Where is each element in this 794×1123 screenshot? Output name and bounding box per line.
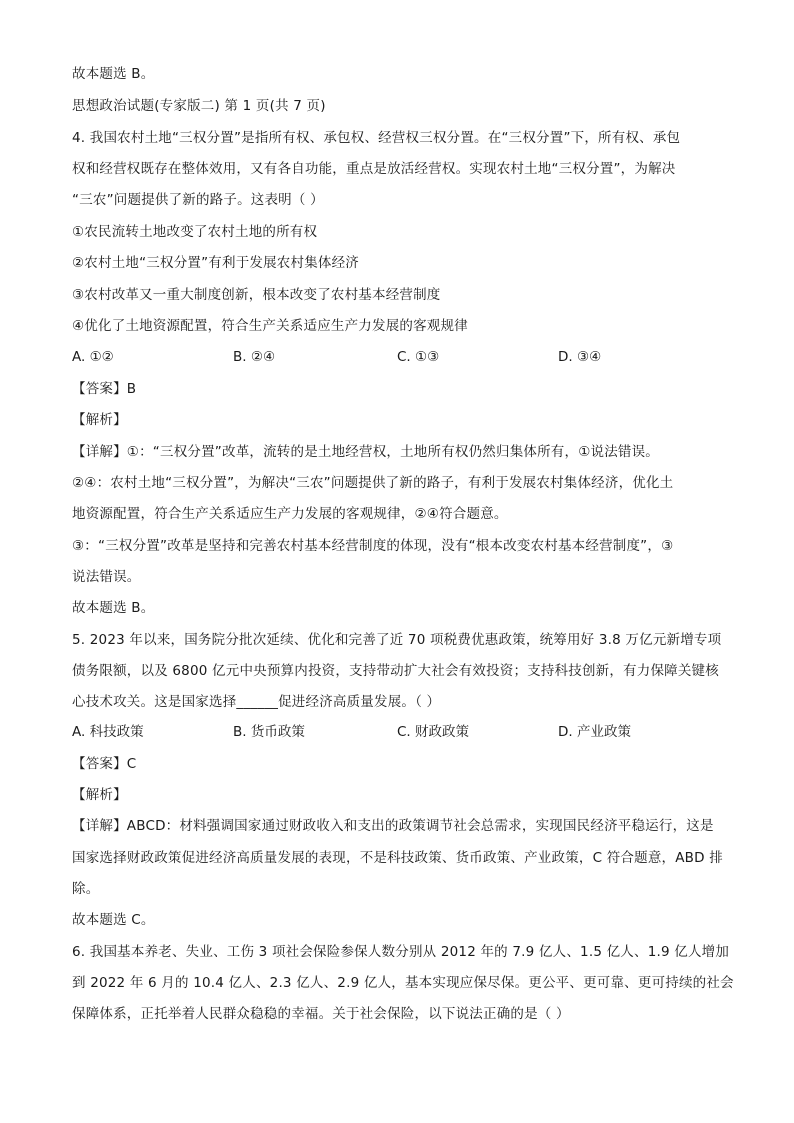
q4-option-c: C. ①③ — [397, 349, 440, 365]
q5-option-d: D. 产业政策 — [558, 724, 631, 740]
q4-option-a: A. ①② — [72, 349, 114, 365]
q4-answer: 【答案】B — [72, 381, 137, 397]
q5-analysis-heading: 【解析】 — [72, 787, 127, 803]
q5-option-a: A. 科技政策 — [72, 724, 144, 740]
q4-detail-line-3: 地资源配置，符合生产关系适应生产力发展的客观规律，②④符合题意。 — [72, 506, 508, 522]
q4-option-d: D. ③④ — [558, 349, 602, 365]
q4-detail-line-1: 【详解】①：“三权分置”改革，流转的是土地经营权，土地所有权仍然归集体所有，①说法错误。 — [72, 444, 659, 460]
q4-detail-line-4: ③：“三权分置”改革是坚持和完善农村基本经营制度的体现，没有“根本改变农村基本经营制度”，③ — [72, 538, 674, 554]
q6-stem-line-2: 到 2022 年 6 月的 10.4 亿人、2.3 亿人、2.9 亿人，基本实现应保尽保。更公平、更可靠、更可持续的社会 — [72, 975, 734, 991]
q4-statement-2: ②农村土地“三权分置”有利于发展农村集体经济 — [72, 255, 359, 271]
q4-stem-line-2: 权和经营权既存在整体效用，又有各自功能，重点是放活经营权。实现农村土地“三权分置”，为解决 — [72, 161, 676, 177]
q4-conclusion: 故本题选 B。 — [72, 600, 155, 616]
q4-statement-1: ①农民流转土地改变了农村土地的所有权 — [72, 224, 318, 240]
q5-detail-line-3: 除。 — [72, 881, 100, 897]
q4-option-b: B. ②④ — [233, 349, 276, 365]
q4-analysis-heading: 【解析】 — [72, 412, 127, 428]
q5-option-b: B. 货币政策 — [233, 724, 305, 740]
q4-stem-line-3: “三农”问题提供了新的路子。这表明（ ） — [72, 192, 324, 208]
q5-stem-line-2: 债务限额，以及 6800 亿元中央预算内投资，支持带动扩大社会有效投资；支持科技创新，有力保障关键核 — [72, 663, 719, 679]
q5-detail-line-1: 【详解】ABCD：材料强调国家通过财政收入和支出的政策调节社会总需求，实现国民经济平稳运行，这是 — [72, 818, 714, 834]
q5-option-c: C. 财政政策 — [397, 724, 470, 740]
q4-detail-line-5: 说法错误。 — [72, 569, 141, 585]
page-header: 思想政治试题(专家版二) 第 1 页(共 7 页) — [72, 98, 326, 114]
q4-stem-line-1: 4. 我国农村土地“三权分置”是指所有权、承包权、经营权三权分置。在“三权分置”下，所有权、承包 — [72, 130, 681, 146]
q5-stem-line-1: 5. 2023 年以来，国务院分批次延续、优化和完善了近 70 项税费优惠政策，统筹用好 3.8 万亿元新增专项 — [72, 632, 722, 648]
q5-answer: 【答案】C — [72, 756, 137, 772]
q5-stem-line-3: 心技术攻关。这是国家选择______促进经济高质量发展。（ ） — [72, 694, 441, 710]
q4-statement-4: ④优化了土地资源配置，符合生产关系适应生产力发展的客观规律 — [72, 318, 468, 334]
q6-stem-line-3: 保障体系，正托举着人民群众稳稳的幸福。关于社会保险，以下说法正确的是（ ） — [72, 1006, 570, 1022]
q4-statement-3: ③农村改革又一重大制度创新，根本改变了农村基本经营制度 — [72, 287, 441, 303]
q5-conclusion: 故本题选 C。 — [72, 912, 155, 928]
q6-stem-line-1: 6. 我国基本养老、失业、工伤 3 项社会保险参保人数分别从 2012 年的 7.9 亿人、1.5 亿人、1.9 亿人增加 — [72, 944, 730, 960]
q4-detail-line-2: ②④：农村土地“三权分置”，为解决“三农”问题提供了新的路子，有利于发展农村集体经济，优化土 — [72, 475, 674, 491]
q5-detail-line-2: 国家选择财政政策促进经济高质量发展的表现，不是科技政策、货币政策、产业政策，C 符合题意，ABD 排 — [72, 850, 723, 866]
prev-answer-conclusion: 故本题选 B。 — [72, 66, 155, 82]
